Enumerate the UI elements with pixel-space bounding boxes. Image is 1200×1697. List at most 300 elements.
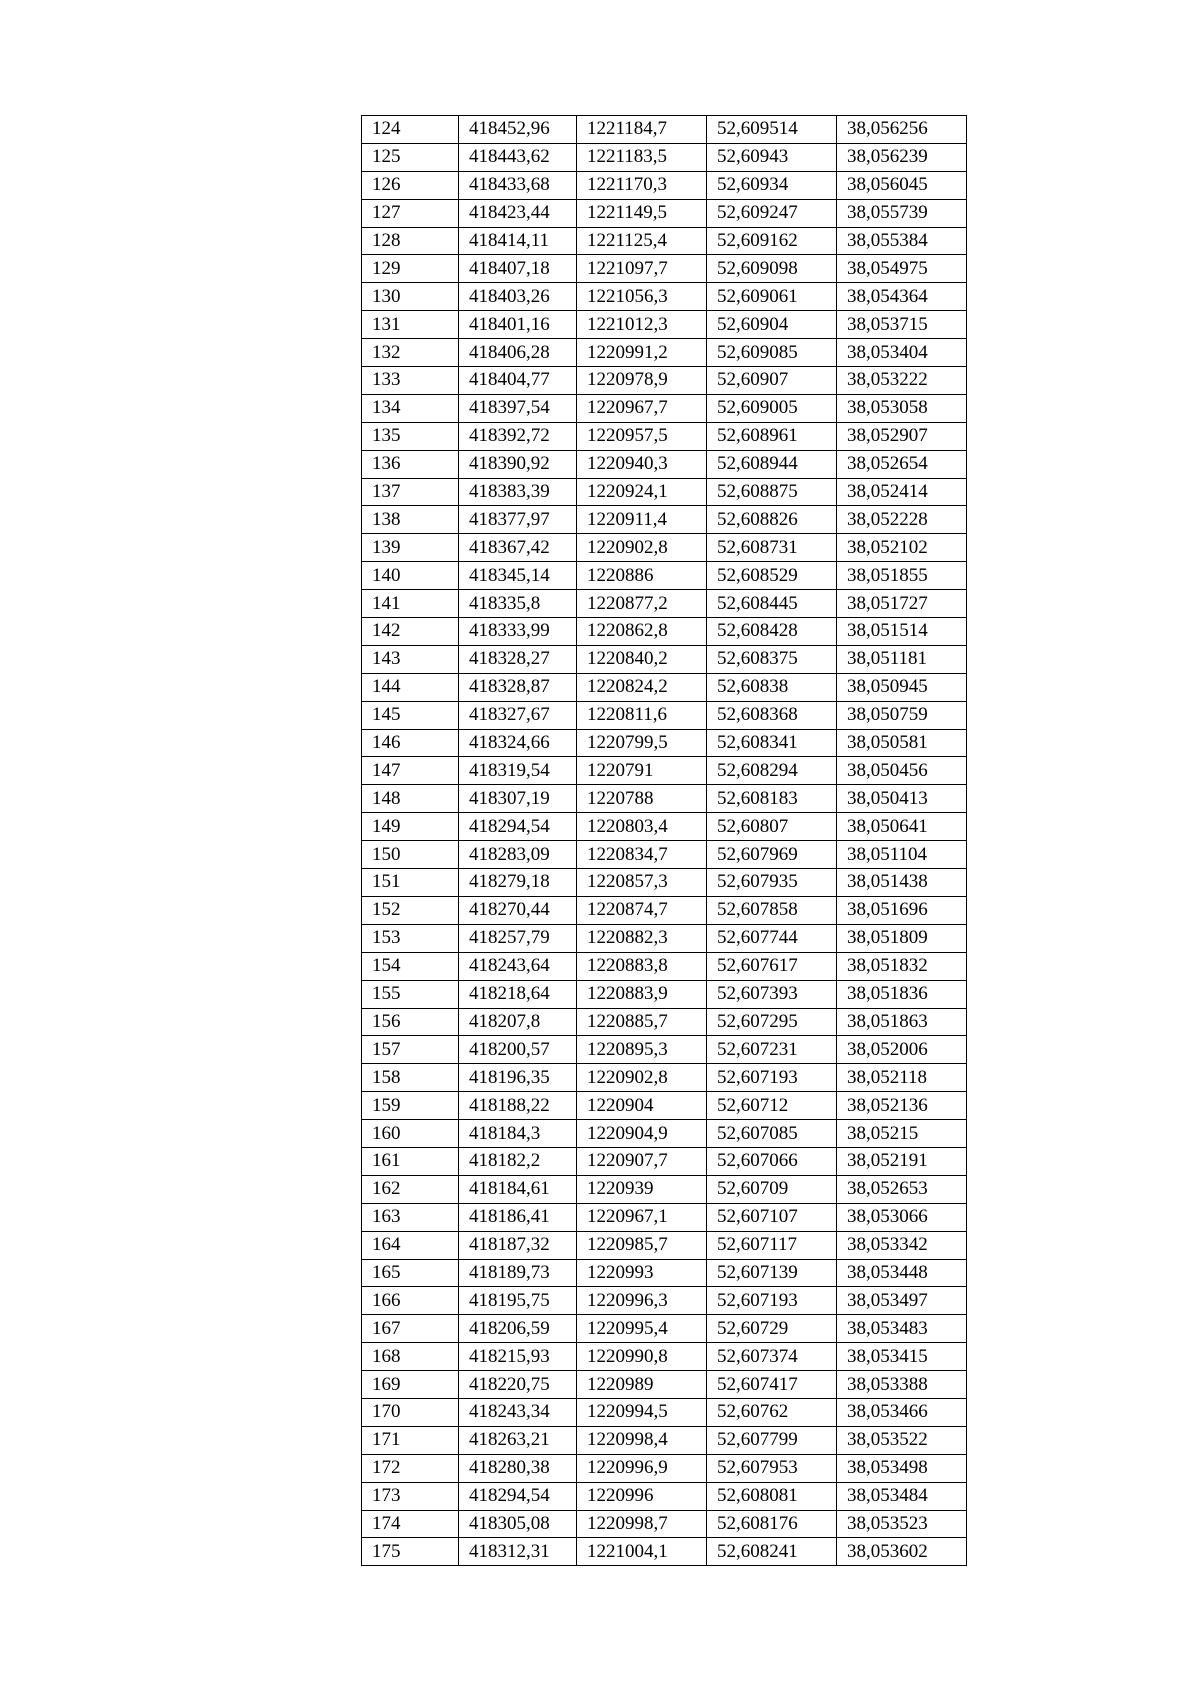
latitude-cell: 52,60838 [707,673,837,701]
longitude-cell: 38,053498 [837,1454,967,1482]
x-coordinate-cell: 418283,09 [459,841,577,869]
longitude-cell: 38,053466 [837,1398,967,1426]
y-coordinate-cell: 1220824,2 [577,673,707,701]
y-coordinate-cell: 1220998,7 [577,1510,707,1538]
longitude-cell: 38,054975 [837,255,967,283]
latitude-cell: 52,607799 [707,1426,837,1454]
table-row [362,980,967,1008]
y-coordinate-cell: 1221004,1 [577,1538,707,1566]
longitude-cell: 38,053388 [837,1371,967,1399]
longitude-cell: 38,051514 [837,618,967,646]
table-row [362,450,967,478]
x-coordinate-cell: 418433,68 [459,171,577,199]
longitude-cell: 38,052654 [837,450,967,478]
y-coordinate-cell: 1220924,1 [577,478,707,506]
x-coordinate-cell: 418243,34 [459,1398,577,1426]
y-coordinate-cell: 1220857,3 [577,869,707,897]
x-coordinate-cell: 418184,3 [459,1120,577,1148]
x-coordinate-cell: 418196,35 [459,1064,577,1092]
x-coordinate-cell: 418312,31 [459,1538,577,1566]
y-coordinate-cell: 1220803,4 [577,813,707,841]
latitude-cell: 52,607953 [707,1454,837,1482]
point-number-cell: 170 [362,1398,459,1426]
longitude-cell: 38,051809 [837,924,967,952]
point-number-cell: 166 [362,1287,459,1315]
table-row [362,1482,967,1510]
latitude-cell: 52,607744 [707,924,837,952]
x-coordinate-cell: 418328,27 [459,645,577,673]
point-number-cell: 173 [362,1482,459,1510]
x-coordinate-cell: 418263,21 [459,1426,577,1454]
table-row [362,1343,967,1371]
y-coordinate-cell: 1220788 [577,785,707,813]
latitude-cell: 52,607231 [707,1036,837,1064]
table-row [362,729,967,757]
table-row [362,171,967,199]
y-coordinate-cell: 1220886 [577,562,707,590]
table-row [362,199,967,227]
latitude-cell: 52,607085 [707,1120,837,1148]
table-row [362,785,967,813]
y-coordinate-cell: 1221097,7 [577,255,707,283]
longitude-cell: 38,056239 [837,143,967,171]
y-coordinate-cell: 1220874,7 [577,896,707,924]
longitude-cell: 38,053602 [837,1538,967,1566]
y-coordinate-cell: 1221170,3 [577,171,707,199]
point-number-cell: 160 [362,1120,459,1148]
x-coordinate-cell: 418377,97 [459,506,577,534]
table-row [362,952,967,980]
longitude-cell: 38,052228 [837,506,967,534]
latitude-cell: 52,607139 [707,1259,837,1287]
x-coordinate-cell: 418406,28 [459,339,577,367]
point-number-cell: 141 [362,590,459,618]
y-coordinate-cell: 1220911,4 [577,506,707,534]
longitude-cell: 38,050641 [837,813,967,841]
x-coordinate-cell: 418443,62 [459,143,577,171]
longitude-cell: 38,051855 [837,562,967,590]
y-coordinate-cell: 1220978,9 [577,367,707,395]
x-coordinate-cell: 418279,18 [459,869,577,897]
point-number-cell: 127 [362,199,459,227]
latitude-cell: 52,608368 [707,701,837,729]
latitude-cell: 52,608875 [707,478,837,506]
longitude-cell: 38,053484 [837,1482,967,1510]
longitude-cell: 38,051696 [837,896,967,924]
point-number-cell: 175 [362,1538,459,1566]
longitude-cell: 38,051181 [837,645,967,673]
x-coordinate-cell: 418294,54 [459,813,577,841]
y-coordinate-cell: 1220939 [577,1175,707,1203]
longitude-cell: 38,053342 [837,1231,967,1259]
table-row [362,1426,967,1454]
latitude-cell: 52,608445 [707,590,837,618]
point-number-cell: 151 [362,869,459,897]
point-number-cell: 149 [362,813,459,841]
point-number-cell: 148 [362,785,459,813]
point-number-cell: 132 [362,339,459,367]
x-coordinate-cell: 418401,16 [459,311,577,339]
coordinates-table [361,115,967,1566]
table-row [362,1064,967,1092]
x-coordinate-cell: 418335,8 [459,590,577,618]
table-row [362,1036,967,1064]
table-row [362,255,967,283]
x-coordinate-cell: 418220,75 [459,1371,577,1399]
table-row [362,1008,967,1036]
longitude-cell: 38,050945 [837,673,967,701]
latitude-cell: 52,609061 [707,283,837,311]
latitude-cell: 52,607969 [707,841,837,869]
table-row [362,1287,967,1315]
point-number-cell: 139 [362,534,459,562]
x-coordinate-cell: 418195,75 [459,1287,577,1315]
longitude-cell: 38,053715 [837,311,967,339]
table-row [362,869,967,897]
latitude-cell: 52,608428 [707,618,837,646]
y-coordinate-cell: 1220907,7 [577,1147,707,1175]
x-coordinate-cell: 418319,54 [459,757,577,785]
y-coordinate-cell: 1220989 [577,1371,707,1399]
table-row [362,618,967,646]
latitude-cell: 52,608375 [707,645,837,673]
x-coordinate-cell: 418186,41 [459,1203,577,1231]
x-coordinate-cell: 418243,64 [459,952,577,980]
table-row [362,701,967,729]
y-coordinate-cell: 1220996,3 [577,1287,707,1315]
table-row [362,1203,967,1231]
latitude-cell: 52,609098 [707,255,837,283]
longitude-cell: 38,052414 [837,478,967,506]
y-coordinate-cell: 1220840,2 [577,645,707,673]
point-number-cell: 157 [362,1036,459,1064]
longitude-cell: 38,053497 [837,1287,967,1315]
table-row [362,1147,967,1175]
x-coordinate-cell: 418423,44 [459,199,577,227]
table-row [362,673,967,701]
y-coordinate-cell: 1221125,4 [577,227,707,255]
point-number-cell: 126 [362,171,459,199]
point-number-cell: 156 [362,1008,459,1036]
table-row [362,1175,967,1203]
point-number-cell: 163 [362,1203,459,1231]
longitude-cell: 38,053222 [837,367,967,395]
latitude-cell: 52,608961 [707,422,837,450]
x-coordinate-cell: 418383,39 [459,478,577,506]
point-number-cell: 131 [362,311,459,339]
x-coordinate-cell: 418307,19 [459,785,577,813]
point-number-cell: 153 [362,924,459,952]
x-coordinate-cell: 418328,87 [459,673,577,701]
longitude-cell: 38,051863 [837,1008,967,1036]
y-coordinate-cell: 1220990,8 [577,1343,707,1371]
table-row [362,1371,967,1399]
latitude-cell: 52,609085 [707,339,837,367]
y-coordinate-cell: 1220902,8 [577,534,707,562]
table-row [362,339,967,367]
latitude-cell: 52,608294 [707,757,837,785]
latitude-cell: 52,60904 [707,311,837,339]
table-row [362,534,967,562]
longitude-cell: 38,052907 [837,422,967,450]
latitude-cell: 52,609005 [707,394,837,422]
latitude-cell: 52,608081 [707,1482,837,1510]
y-coordinate-cell: 1220883,8 [577,952,707,980]
x-coordinate-cell: 418403,26 [459,283,577,311]
table-row [362,1120,967,1148]
latitude-cell: 52,607193 [707,1287,837,1315]
y-coordinate-cell: 1221056,3 [577,283,707,311]
latitude-cell: 52,609247 [707,199,837,227]
x-coordinate-cell: 418189,73 [459,1259,577,1287]
x-coordinate-cell: 418206,59 [459,1315,577,1343]
table-row [362,896,967,924]
y-coordinate-cell: 1220967,7 [577,394,707,422]
table-row [362,283,967,311]
point-number-cell: 125 [362,143,459,171]
point-number-cell: 147 [362,757,459,785]
x-coordinate-cell: 418188,22 [459,1092,577,1120]
x-coordinate-cell: 418324,66 [459,729,577,757]
latitude-cell: 52,608341 [707,729,837,757]
table-row [362,1259,967,1287]
longitude-cell: 38,053058 [837,394,967,422]
longitude-cell: 38,051104 [837,841,967,869]
point-number-cell: 150 [362,841,459,869]
longitude-cell: 38,050456 [837,757,967,785]
x-coordinate-cell: 418294,54 [459,1482,577,1510]
y-coordinate-cell: 1220904,9 [577,1120,707,1148]
y-coordinate-cell: 1220791 [577,757,707,785]
longitude-cell: 38,052136 [837,1092,967,1120]
longitude-cell: 38,053522 [837,1426,967,1454]
x-coordinate-cell: 418392,72 [459,422,577,450]
table-row [362,227,967,255]
latitude-cell: 52,60934 [707,171,837,199]
latitude-cell: 52,608944 [707,450,837,478]
point-number-cell: 128 [362,227,459,255]
point-number-cell: 169 [362,1371,459,1399]
longitude-cell: 38,052102 [837,534,967,562]
longitude-cell: 38,053404 [837,339,967,367]
x-coordinate-cell: 418390,92 [459,450,577,478]
longitude-cell: 38,051438 [837,869,967,897]
y-coordinate-cell: 1220895,3 [577,1036,707,1064]
y-coordinate-cell: 1220993 [577,1259,707,1287]
table-row [362,1398,967,1426]
point-number-cell: 164 [362,1231,459,1259]
latitude-cell: 52,60762 [707,1398,837,1426]
latitude-cell: 52,608241 [707,1538,837,1566]
y-coordinate-cell: 1220996 [577,1482,707,1510]
x-coordinate-cell: 418270,44 [459,896,577,924]
x-coordinate-cell: 418397,54 [459,394,577,422]
table-row [362,1510,967,1538]
table-row [362,367,967,395]
latitude-cell: 52,607295 [707,1008,837,1036]
latitude-cell: 52,607935 [707,869,837,897]
point-number-cell: 124 [362,116,459,144]
x-coordinate-cell: 418182,2 [459,1147,577,1175]
longitude-cell: 38,053448 [837,1259,967,1287]
longitude-cell: 38,05215 [837,1120,967,1148]
table-row [362,1315,967,1343]
latitude-cell: 52,607107 [707,1203,837,1231]
longitude-cell: 38,056045 [837,171,967,199]
x-coordinate-cell: 418345,14 [459,562,577,590]
point-number-cell: 155 [362,980,459,1008]
longitude-cell: 38,056256 [837,116,967,144]
y-coordinate-cell: 1220799,5 [577,729,707,757]
y-coordinate-cell: 1220957,5 [577,422,707,450]
x-coordinate-cell: 418215,93 [459,1343,577,1371]
longitude-cell: 38,050413 [837,785,967,813]
table-row [362,590,967,618]
latitude-cell: 52,608183 [707,785,837,813]
table-row [362,757,967,785]
table-row [362,924,967,952]
table-row [362,841,967,869]
y-coordinate-cell: 1220834,7 [577,841,707,869]
point-number-cell: 129 [362,255,459,283]
longitude-cell: 38,054364 [837,283,967,311]
y-coordinate-cell: 1221184,7 [577,116,707,144]
longitude-cell: 38,050759 [837,701,967,729]
latitude-cell: 52,608826 [707,506,837,534]
table-row [362,813,967,841]
table-row [362,506,967,534]
latitude-cell: 52,60709 [707,1175,837,1203]
latitude-cell: 52,60729 [707,1315,837,1343]
x-coordinate-cell: 418257,79 [459,924,577,952]
latitude-cell: 52,607374 [707,1343,837,1371]
point-number-cell: 168 [362,1343,459,1371]
x-coordinate-cell: 418218,64 [459,980,577,1008]
point-number-cell: 146 [362,729,459,757]
y-coordinate-cell: 1220996,9 [577,1454,707,1482]
table-row [362,562,967,590]
point-number-cell: 136 [362,450,459,478]
point-number-cell: 130 [362,283,459,311]
longitude-cell: 38,053523 [837,1510,967,1538]
x-coordinate-cell: 418200,57 [459,1036,577,1064]
latitude-cell: 52,607193 [707,1064,837,1092]
point-number-cell: 165 [362,1259,459,1287]
x-coordinate-cell: 418452,96 [459,116,577,144]
point-number-cell: 140 [362,562,459,590]
table-row [362,311,967,339]
x-coordinate-cell: 418414,11 [459,227,577,255]
longitude-cell: 38,051836 [837,980,967,1008]
point-number-cell: 159 [362,1092,459,1120]
latitude-cell: 52,607417 [707,1371,837,1399]
latitude-cell: 52,609162 [707,227,837,255]
latitude-cell: 52,60712 [707,1092,837,1120]
x-coordinate-cell: 418404,77 [459,367,577,395]
point-number-cell: 135 [362,422,459,450]
latitude-cell: 52,60943 [707,143,837,171]
coordinates-table-body [362,116,967,1566]
x-coordinate-cell: 418207,8 [459,1008,577,1036]
latitude-cell: 52,607858 [707,896,837,924]
longitude-cell: 38,050581 [837,729,967,757]
y-coordinate-cell: 1220882,3 [577,924,707,952]
point-number-cell: 161 [362,1147,459,1175]
x-coordinate-cell: 418367,42 [459,534,577,562]
longitude-cell: 38,053483 [837,1315,967,1343]
latitude-cell: 52,607117 [707,1231,837,1259]
latitude-cell: 52,607066 [707,1147,837,1175]
y-coordinate-cell: 1220998,4 [577,1426,707,1454]
longitude-cell: 38,052118 [837,1064,967,1092]
table-row [362,645,967,673]
y-coordinate-cell: 1221012,3 [577,311,707,339]
latitude-cell: 52,608529 [707,562,837,590]
longitude-cell: 38,052653 [837,1175,967,1203]
longitude-cell: 38,051727 [837,590,967,618]
point-number-cell: 145 [362,701,459,729]
point-number-cell: 152 [362,896,459,924]
point-number-cell: 142 [362,618,459,646]
table-row [362,394,967,422]
y-coordinate-cell: 1220883,9 [577,980,707,1008]
point-number-cell: 154 [362,952,459,980]
y-coordinate-cell: 1220995,4 [577,1315,707,1343]
y-coordinate-cell: 1220967,1 [577,1203,707,1231]
y-coordinate-cell: 1220904 [577,1092,707,1120]
table-row [362,422,967,450]
latitude-cell: 52,609514 [707,116,837,144]
x-coordinate-cell: 418184,61 [459,1175,577,1203]
point-number-cell: 137 [362,478,459,506]
point-number-cell: 144 [362,673,459,701]
table-row [362,1231,967,1259]
y-coordinate-cell: 1220940,3 [577,450,707,478]
x-coordinate-cell: 418333,99 [459,618,577,646]
point-number-cell: 162 [362,1175,459,1203]
longitude-cell: 38,055384 [837,227,967,255]
longitude-cell: 38,053066 [837,1203,967,1231]
longitude-cell: 38,051832 [837,952,967,980]
latitude-cell: 52,607393 [707,980,837,1008]
y-coordinate-cell: 1220877,2 [577,590,707,618]
x-coordinate-cell: 418305,08 [459,1510,577,1538]
latitude-cell: 52,60807 [707,813,837,841]
y-coordinate-cell: 1220862,8 [577,618,707,646]
latitude-cell: 52,60907 [707,367,837,395]
longitude-cell: 38,055739 [837,199,967,227]
y-coordinate-cell: 1221183,5 [577,143,707,171]
y-coordinate-cell: 1220991,2 [577,339,707,367]
point-number-cell: 138 [362,506,459,534]
longitude-cell: 38,052006 [837,1036,967,1064]
point-number-cell: 133 [362,367,459,395]
longitude-cell: 38,053415 [837,1343,967,1371]
latitude-cell: 52,608176 [707,1510,837,1538]
y-coordinate-cell: 1220985,7 [577,1231,707,1259]
x-coordinate-cell: 418280,38 [459,1454,577,1482]
table-row [362,116,967,144]
point-number-cell: 174 [362,1510,459,1538]
table-row [362,143,967,171]
point-number-cell: 167 [362,1315,459,1343]
y-coordinate-cell: 1220902,8 [577,1064,707,1092]
point-number-cell: 134 [362,394,459,422]
table-row [362,1454,967,1482]
table-row [362,1092,967,1120]
y-coordinate-cell: 1220885,7 [577,1008,707,1036]
y-coordinate-cell: 1220811,6 [577,701,707,729]
